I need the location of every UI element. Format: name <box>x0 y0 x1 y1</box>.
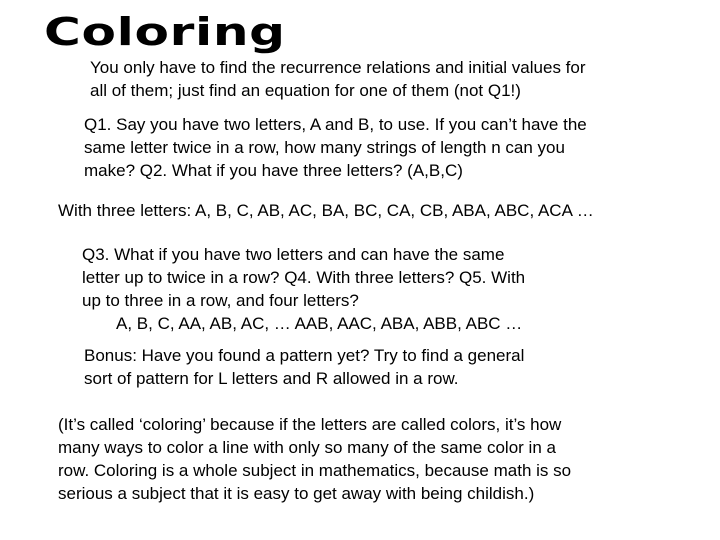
q3-line: Q3. What if you have two letters and can have the same <box>82 245 505 264</box>
q1-line: same letter twice in a row, how many strings of length n can you <box>84 138 565 157</box>
question-1-paragraph <box>84 113 587 182</box>
q1-line: make? Q2. What if you have three letters? (A,B,C) <box>84 161 463 180</box>
bonus-line: Bonus: Have you found a pattern yet? Try to find a general <box>84 346 525 365</box>
question-3-paragraph <box>82 243 525 312</box>
repeat-letter-examples <box>116 312 522 335</box>
examples2-line: A, B, C, AA, AB, AC, … AAB, AAC, ABA, ABB, ABC … <box>116 314 523 333</box>
coloring-note-paragraph <box>58 413 571 505</box>
intro-line: all of them; just find an equation for one of them (not Q1!) <box>90 81 521 100</box>
bonus-line: sort of pattern for L letters and R allowed in a row. <box>84 369 459 388</box>
q3-line: up to three in a row, and four letters? <box>82 291 359 310</box>
examples-line: With three letters: A, B, C, AB, AC, BA, BC, CA, CB, ABA, ABC, ACA … <box>58 201 594 220</box>
three-letter-examples <box>58 199 594 222</box>
note-line: serious a subject that it is easy to get away with being childish.) <box>58 484 535 503</box>
q3-line: letter up to twice in a row? Q4. With three letters? Q5. With <box>82 268 526 287</box>
page-title: Coloring <box>44 10 286 54</box>
bonus-paragraph <box>84 344 524 390</box>
note-line: row. Coloring is a whole subject in mathematics, because math is so <box>58 461 572 480</box>
q1-line: Q1. Say you have two letters, A and B, to use. If you can’t have the <box>84 115 587 134</box>
note-line: (It’s called ‘coloring’ because if the letters are called colors, it’s how <box>58 415 562 434</box>
note-line: many ways to color a line with only so many of the same color in a <box>58 438 556 457</box>
intro-paragraph <box>90 56 586 102</box>
intro-line: You only have to find the recurrence relations and initial values for <box>90 58 586 77</box>
